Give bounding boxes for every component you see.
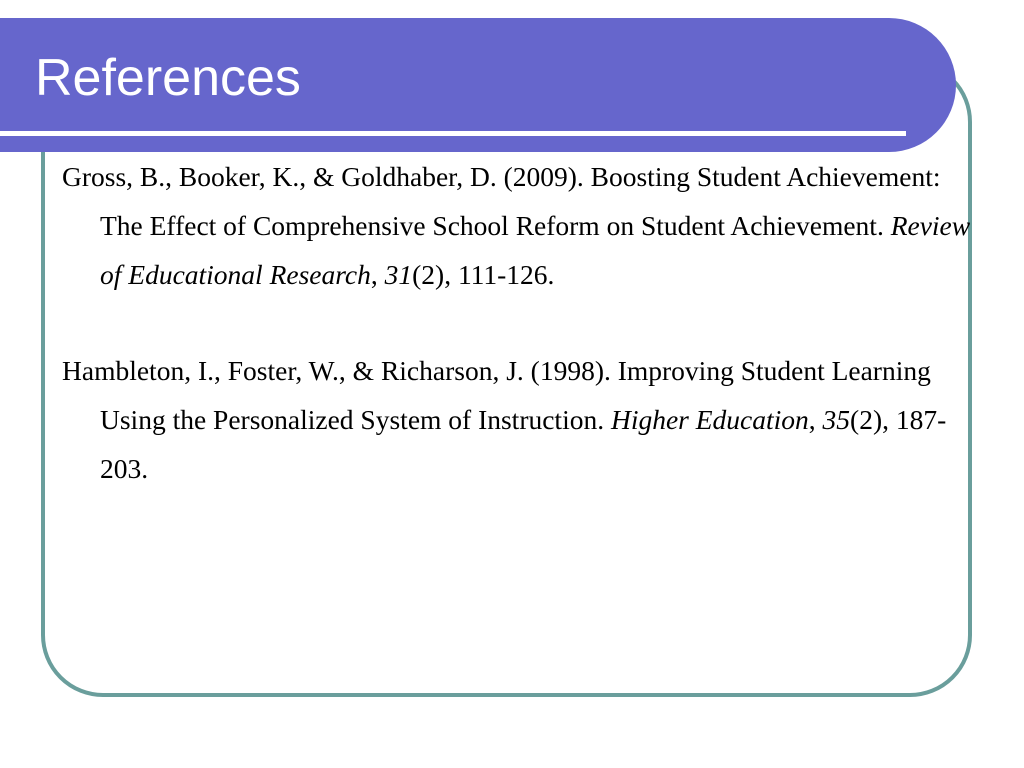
reference-volume: 35 [822, 404, 851, 435]
reference-item [62, 346, 982, 493]
reference-list [62, 152, 982, 540]
title-divider [0, 131, 906, 136]
reference-issue-pages: (2), 187-203. [100, 404, 947, 484]
reference-issue-pages: (2), 111-126. [412, 259, 555, 290]
slide-title: References [35, 49, 301, 107]
reference-citation: Gross, B., Booker, K., & Goldhaber, D. (2009). Boosting Student Achievement: The Effect of Comprehensive School Reform on Student Achievement. [62, 161, 941, 241]
reference-item [62, 152, 982, 299]
reference-separator: , [370, 259, 385, 290]
reference-journal: Review of Educational Research [100, 210, 971, 290]
reference-journal: Higher Education [610, 404, 809, 435]
reference-separator: , [808, 404, 823, 435]
reference-citation: Hambleton, I., Foster, W., & Richarson, J. (1998). Improving Student Learning Using the Personalized System of Instruction. [62, 355, 931, 435]
reference-volume: 31 [384, 259, 413, 290]
